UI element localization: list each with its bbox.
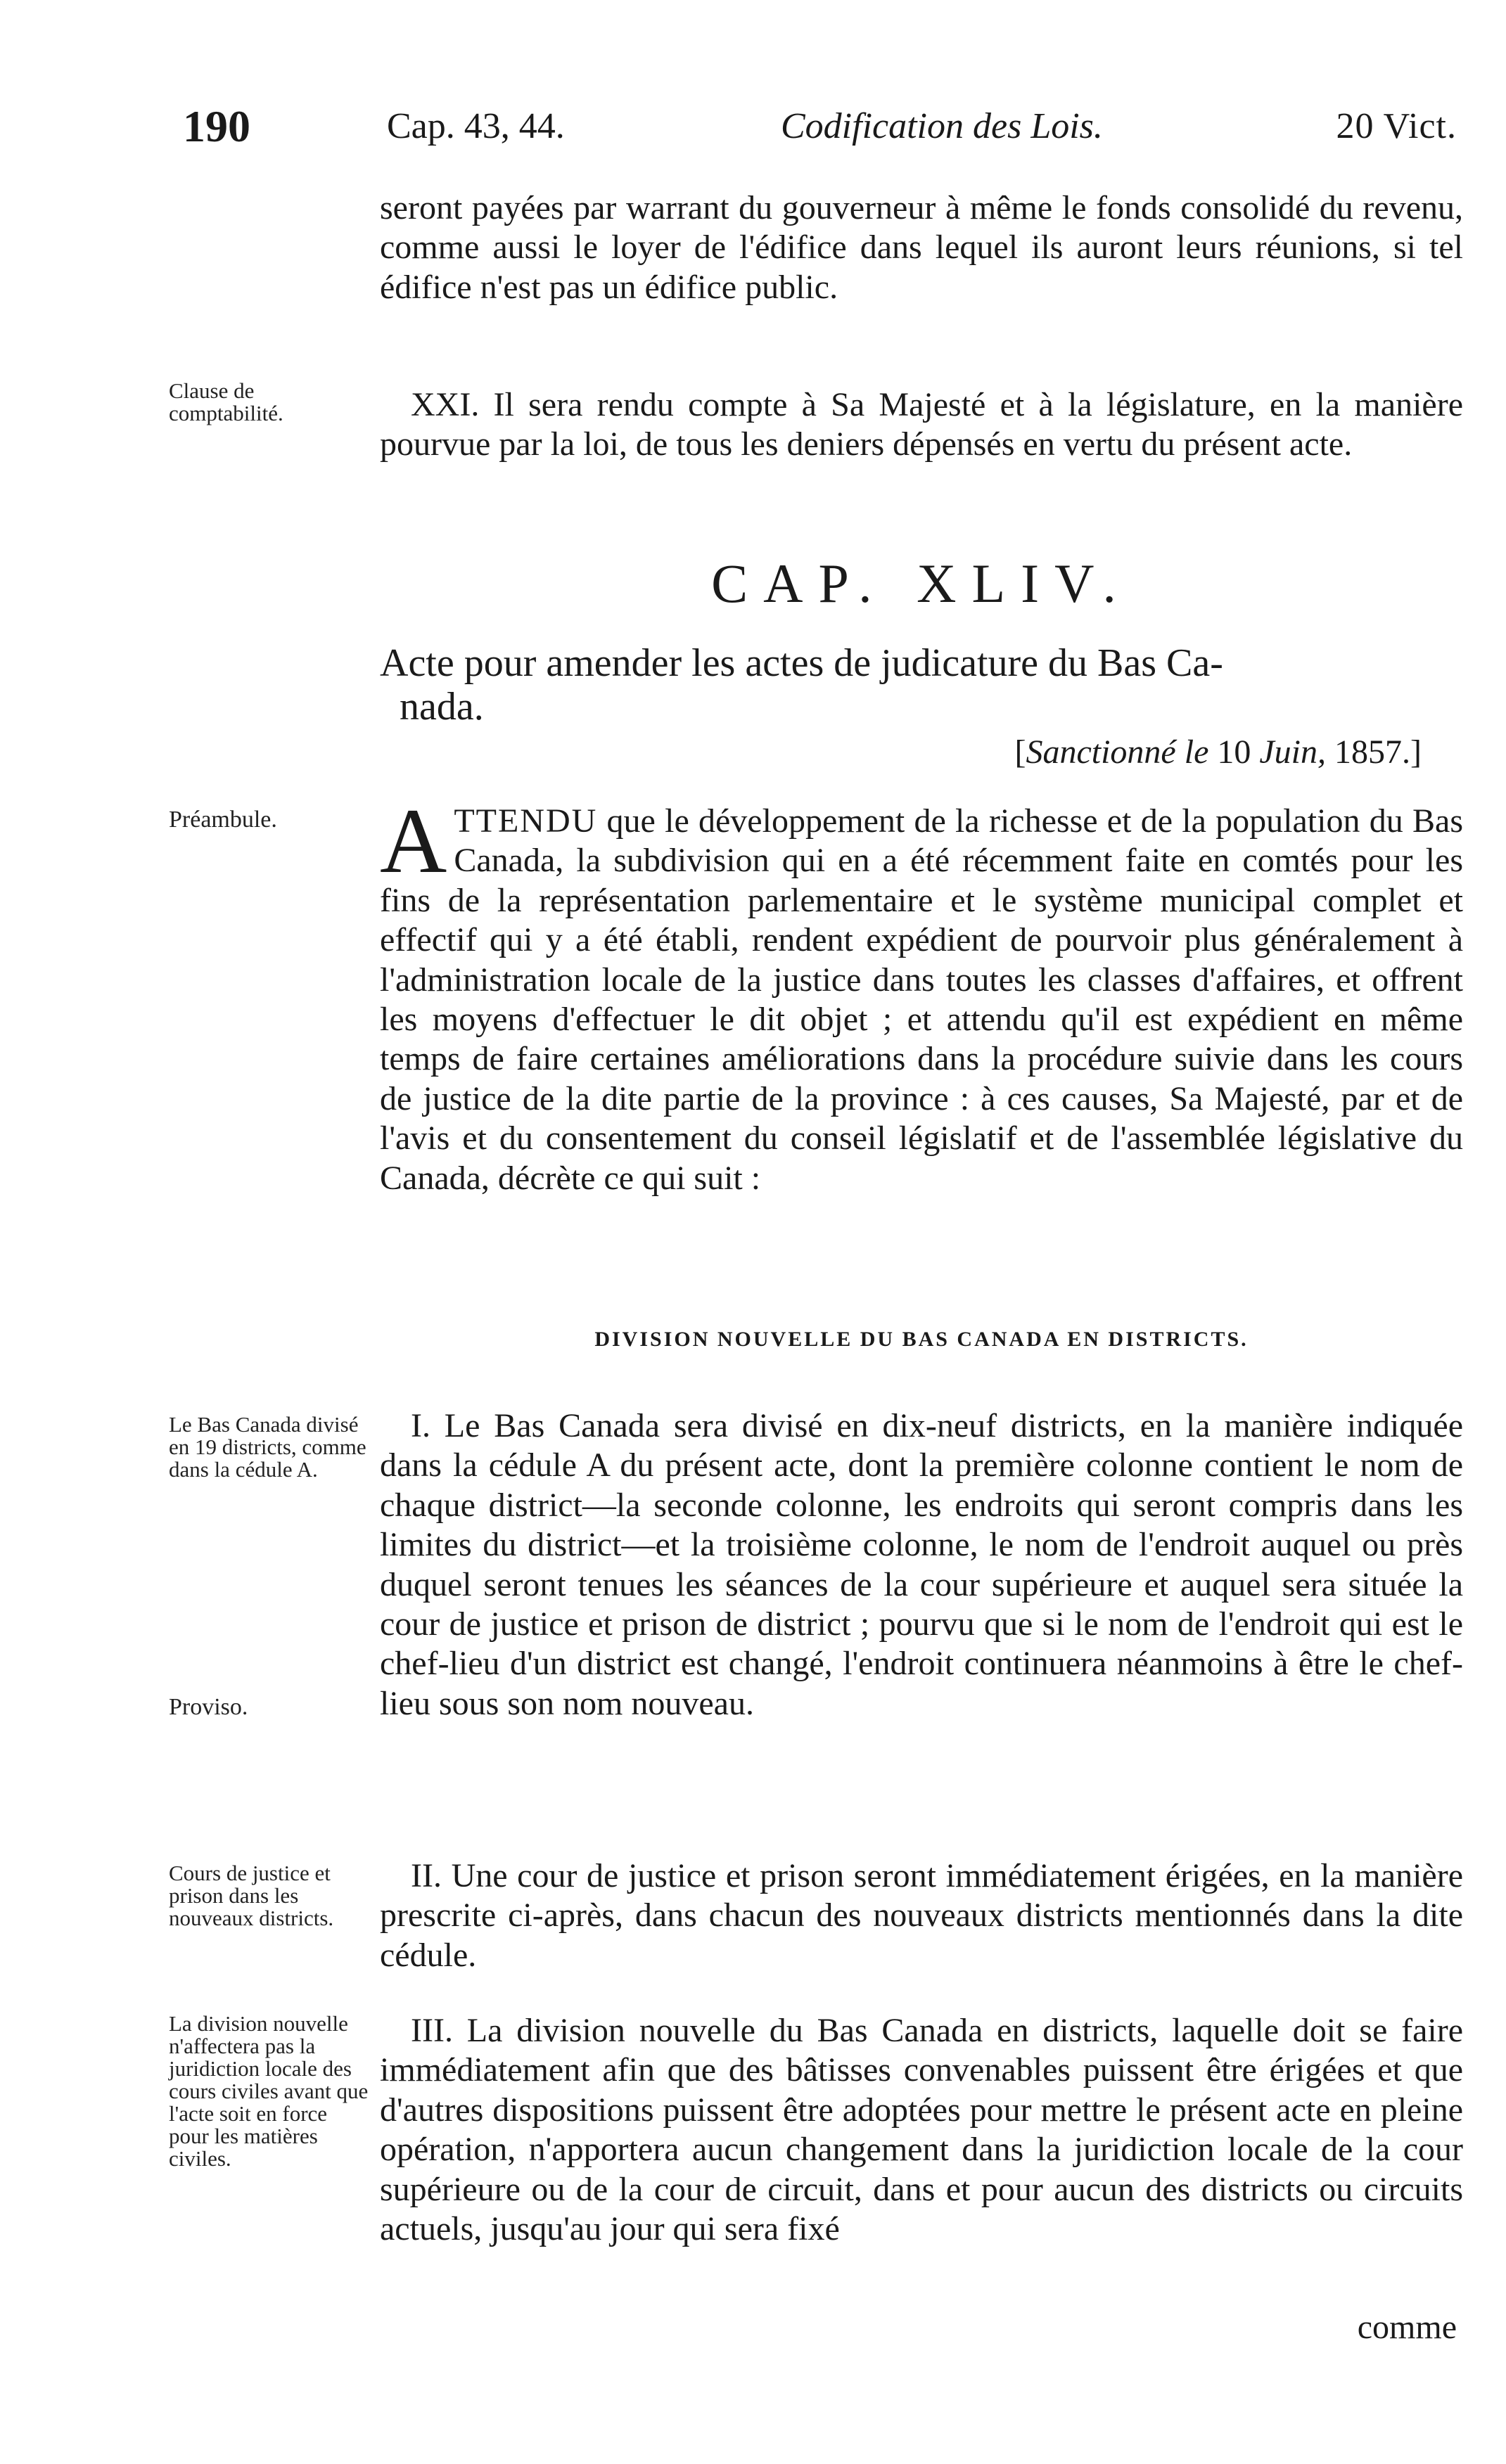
sanction-month: Juin, [1259,733,1327,771]
running-title: Codification des Lois. [781,106,1103,146]
section-i-block [380,1406,1463,1724]
section-heading: DIVISION NOUVELLE DU BAS CANADA EN DISTRICTS. [594,1328,1249,1351]
preamble-text: que le développement de la richesse et de la population du Bas Canada, la subdivision qui en a été récemment faite en comtés pour les fins de la représentation parlementaire et le système municipal complet et effectif qui y a été établi, rendent expédient de pourvoir plus généralement à l'administration locale de la justice dans toutes les classes d'affaires, et offrent les moyens d'effectuer le dit objet ; et attendu qu'il est expédient en même temps de faire certaines améliorations dans la procédure suivie dans les cours de justice de la dite partie de la province : à ces causes, Sa Majesté, par et de l'avis et du consentement du conseil législatif et de l'assemblée législative du Canada, décrète ce qui suit : [380,802,1463,1197]
margin-note-division: La division nouvelle n'affectera pas la juridiction locale des cours civiles avant que l'acte soit en force pour les matières civiles. [169,2011,369,2171]
chapter-reference: Cap. 43, 44. [387,106,565,146]
preamble-block [380,789,1463,1198]
preamble-opening-word: TTENDU [454,802,598,840]
act-title-line-1: Acte pour amender les actes de judicature du Bas Ca- [380,641,1223,685]
sanction-year: 1857.] [1326,733,1422,771]
drop-cap: A [380,789,447,892]
sanction-day: 10 [1208,733,1260,771]
preamble-paragraph [380,789,1463,1198]
section-iii: III. La division nouvelle du Bas Canada en districts, laquelle doit se faire immédiatement afin que des bâtisses convenables puissent être érigées et que d'autres dispositions puissent être adoptées pour mettre le présent acte en pleine opération, n'apportera aucun changement dans la juridiction locale de la cour supérieure ou de la cour de circuit, dans et pour aucun des districts ou circuits actuels, jusqu'au jour qui sera fixé [380,2012,1463,2248]
sanction-bracket: [ [1014,733,1026,771]
regnal-year: 20 Vict. [1336,106,1457,146]
section-xxi: XXI. Il sera rendu compte à Sa Majesté et à la législature, en la manière pourvue par la loi, de tous les deniers dépensés en vertu du présent acte. [380,386,1463,463]
page-number: 190 [183,101,250,151]
sanction-label: Sanctionné le [1026,733,1209,771]
margin-note-cours: Cours de justice et prison dans les nouveaux districts. [169,1861,334,1930]
section-iii-block [380,2011,1463,2249]
margin-note-bas-canada: Le Bas Canada divisé en 19 districts, comme dans la cédule A. [169,1412,366,1482]
section-xxi-block [380,385,1463,465]
catchword: comme [1357,2309,1457,2346]
act-title [380,641,1463,729]
chapter-title: CAP. XLIV. [711,553,1132,614]
section-ii-block [380,1856,1463,1975]
sanction-date [1014,731,1422,774]
continuation-paragraph: seront payées par warrant du gouverneur à même le fonds consolidé du revenu, comme aussi le loyer de l'édifice dans lequel ils auront leurs réunions, si tel édifice n'est pas un édifice public. [380,189,1463,306]
section-i: I. Le Bas Canada sera divisé en dix-neuf districts, en la manière indiquée dans la cédule A du présent acte, dont la première colonne contient le nom de chaque district—la seconde colonne, les endroits qui seront compris dans les limites du district—et la troisième colonne, le nom de l'endroit auquel ou près duquel seront tenues les séances de la cour supérieure et auquel sera située la cour de justice et prison de district ; pourvu que si le nom de l'endroit qui est le chef-lieu d'un district est changé, l'endroit continuera néanmoins à être le chef-lieu sous son nom nouveau. [380,1407,1463,1722]
continuation-paragraph-block [380,188,1463,307]
margin-note-preambule: Préambule. [169,807,277,833]
section-ii: II. Une cour de justice et prison seront immédiatement érigées, en la manière prescrite ci-après, dans chacun des nouveaux districts mentionnés dans la dite cédule. [380,1857,1463,1974]
margin-note-comptabilite: Clause de comptabilité. [169,378,283,425]
margin-note-proviso: Proviso. [169,1694,248,1720]
running-header [183,98,1457,155]
act-title-line-2: nada. [400,685,484,729]
